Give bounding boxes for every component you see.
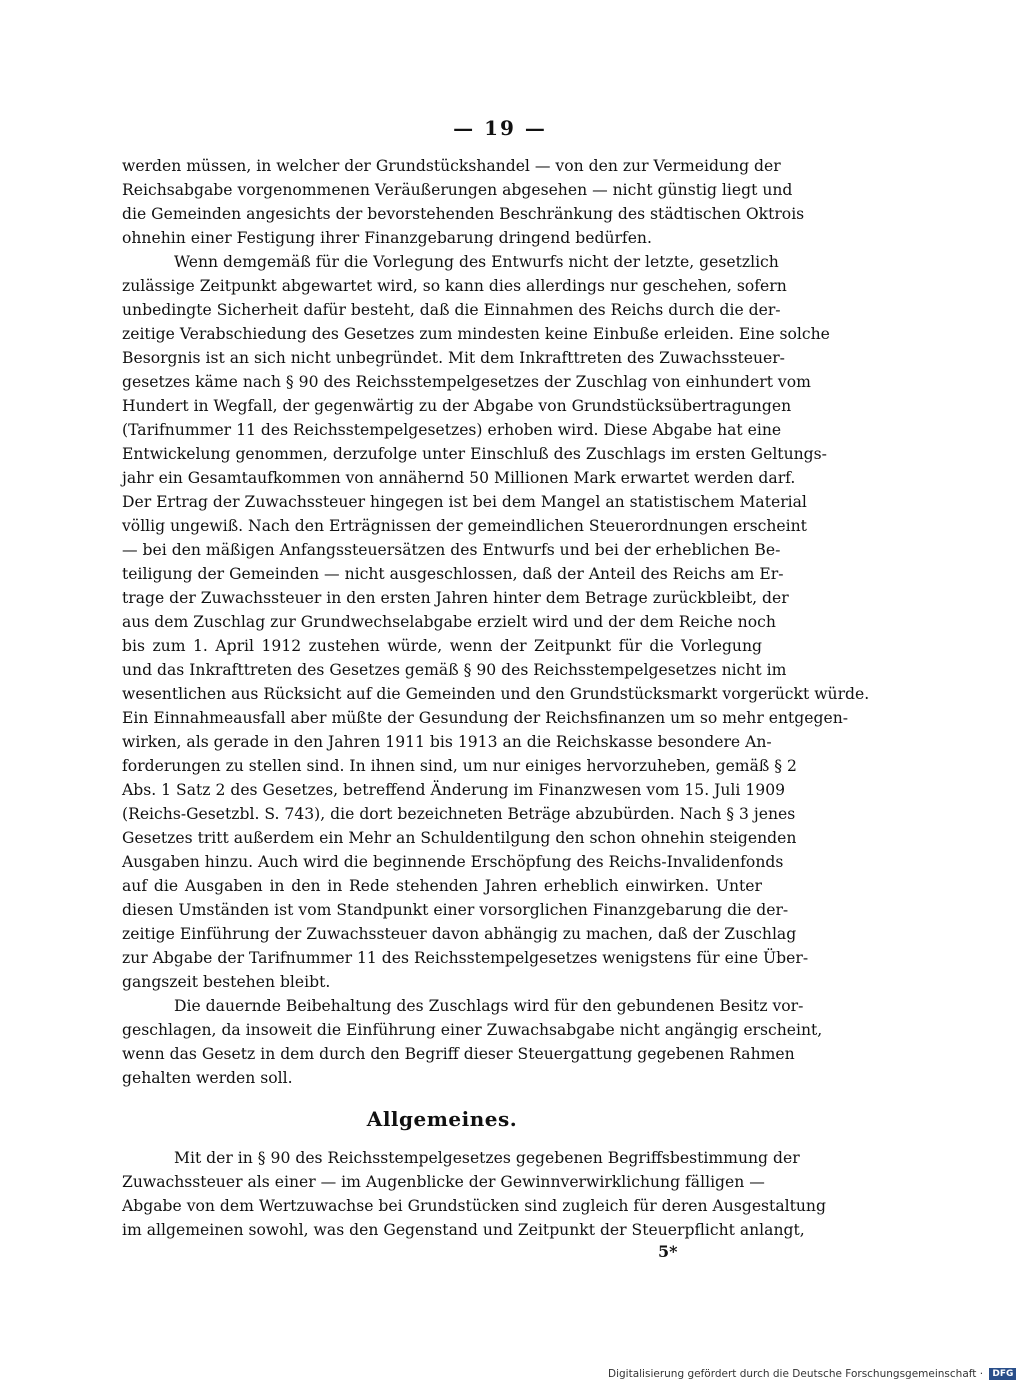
text-line: forderungen zu stellen sind. In ihnen sind, um nur einiges hervorzuheben, gemäß § 2 (122, 757, 797, 775)
paragraph (122, 994, 823, 1090)
text-line: Die dauernde Beibehaltung des Zuschlags wird für den gebundenen Besitz vor- (174, 997, 804, 1015)
text-line: Wenn demgemäß für die Vorlegung des Entwurfs nicht der letzte, gesetzlich (174, 253, 779, 271)
page-number: — 19 — (453, 116, 547, 140)
text-line: geschlagen, da insoweit die Einführung einer Zuwachsabgabe nicht angängig erscheint, (122, 1021, 823, 1039)
footer-text: Digitalisierung gefördert durch die Deutsche Forschungsgemeinschaft (608, 1368, 977, 1380)
text-line: gesetzes käme nach § 90 des Reichsstempelgesetzes der Zuschlag von einhundert vom (122, 373, 811, 391)
text-line: Hundert in Wegfall, der gegenwärtig zu der Abgabe von Grundstücksübertragungen (122, 397, 792, 415)
text-line: gangszeit bestehen bleibt. (122, 973, 331, 991)
text-line: — bei den mäßigen Anfangssteuersätzen des Entwurfs und bei der erheblichen Be- (122, 541, 781, 559)
text-line: völlig ungewiß. Nach den Erträgnissen der gemeindlichen Steuerordnungen erscheint (122, 517, 807, 535)
paragraph (122, 250, 870, 994)
body-text (122, 154, 870, 1242)
text-line: Gesetzes tritt außerdem ein Mehr an Schuldentilgung den schon ohnehin steigenden (122, 829, 797, 847)
text-line: Reichsabgabe vorgenommenen Veräußerungen abgesehen — nicht günstig liegt und (122, 181, 793, 199)
text-line: gehalten werden soll. (122, 1069, 293, 1087)
text-line: Zuwachssteuer als einer — im Augenblicke der Gewinnverwirklichung fälligen — (122, 1173, 765, 1191)
paragraph (122, 154, 805, 250)
text-line: Besorgnis ist an sich nicht unbegründet. Mit dem Inkrafttreten des Zuwachssteuer- (122, 349, 785, 367)
text-line: zeitige Verabschiedung des Gesetzes zum mindesten keine Einbuße erleiden. Eine solche (122, 325, 830, 343)
footer-credit (608, 1368, 1016, 1380)
text-line: (Tarifnummer 11 des Reichsstempelgesetzes) erhoben wird. Diese Abgabe hat eine (122, 421, 782, 439)
text-line: Abs. 1 Satz 2 des Gesetzes, betreffend Änderung im Finanzwesen vom 15. Juli 1909 (122, 781, 786, 799)
text-line: Ausgaben hinzu. Auch wird die beginnende Erschöpfung des Reichs-Invalidenfonds (122, 853, 784, 871)
text-line: Mit der in § 90 des Reichsstempelgesetzes gegebenen Begriffsbestimmung der (174, 1149, 800, 1167)
text-line: zur Abgabe der Tarifnummer 11 des Reichsstempelgesetzes wenigstens für eine Über- (122, 949, 809, 967)
text-line: (Reichs-Gesetzbl. S. 743), die dort bezeichneten Beträge abzubürden. Nach § 3 jenes (122, 805, 796, 823)
text-line: auf die Ausgaben in den in Rede stehenden Jahren erheblich einwirken. Unter (122, 877, 762, 895)
paragraph (122, 1146, 826, 1242)
text-line: Der Ertrag der Zuwachssteuer hingegen ist bei dem Mangel an statistischem Material (122, 493, 807, 511)
text-line: diesen Umständen ist vom Standpunkt einer vorsorglichen Finanzgebarung die der- (122, 901, 789, 919)
text-line: aus dem Zuschlag zur Grundwechselabgabe erzielt wird und der dem Reiche noch (122, 613, 776, 631)
text-line: werden müssen, in welcher der Grundstückshandel — von den zur Vermeidung der (122, 157, 781, 175)
footer-separator: · (979, 1368, 984, 1380)
text-line: wirken, als gerade in den Jahren 1911 bis 1913 an die Reichskasse besondere An- (122, 733, 772, 751)
text-line: jahr ein Gesamtaufkommen von annähernd 50 Millionen Mark erwartet werden darf. (122, 469, 796, 487)
text-line: Abgabe von dem Wertzuwachse bei Grundstücken sind zugleich für deren Ausgestaltung (122, 1197, 826, 1215)
text-line: Entwickelung genommen, derzufolge unter Einschluß des Zuschlags im ersten Geltungs- (122, 445, 827, 463)
dfg-logo: DFG (989, 1368, 1016, 1380)
section-heading: Allgemeines. (366, 1107, 518, 1131)
text-line: im allgemeinen sowohl, was den Gegenstand und Zeitpunkt der Steuerpflicht anlangt, (122, 1221, 805, 1239)
text-line: trage der Zuwachssteuer in den ersten Jahren hinter dem Betrage zurückbleibt, der (122, 589, 789, 607)
text-line: zeitige Einführung der Zuwachssteuer davon abhängig zu machen, daß der Zuschlag (122, 925, 797, 943)
text-line: zulässige Zeitpunkt abgewartet wird, so kann dies allerdings nur geschehen, sofern (122, 277, 787, 295)
text-line: ohnehin einer Festigung ihrer Finanzgebarung dringend bedürfen. (122, 229, 652, 247)
text-line: bis zum 1. April 1912 zustehen würde, wenn der Zeitpunkt für die Vorlegung (122, 637, 762, 655)
text-line: wenn das Gesetz in dem durch den Begriff dieser Steuergattung gegebenen Rahmen (122, 1045, 795, 1063)
text-line: und das Inkrafttreten des Gesetzes gemäß § 90 des Reichsstempelgesetzes nicht im (122, 661, 787, 679)
text-line: die Gemeinden angesichts der bevorstehenden Beschränkung des städtischen Oktrois (122, 205, 805, 223)
signature-mark: 5* (658, 1242, 678, 1261)
text-line: Ein Einnahmeausfall aber müßte der Gesundung der Reichsfinanzen um so mehr entgegen- (122, 709, 849, 727)
text-line: unbedingte Sicherheit dafür besteht, daß die Einnahmen des Reichs durch die der- (122, 301, 781, 319)
text-line: teiligung der Gemeinden — nicht ausgeschlossen, daß der Anteil des Reichs am Er- (122, 565, 784, 583)
text-line: wesentlichen aus Rücksicht auf die Gemeinden und den Grundstücksmarkt vorgerückt würde. (122, 685, 870, 703)
